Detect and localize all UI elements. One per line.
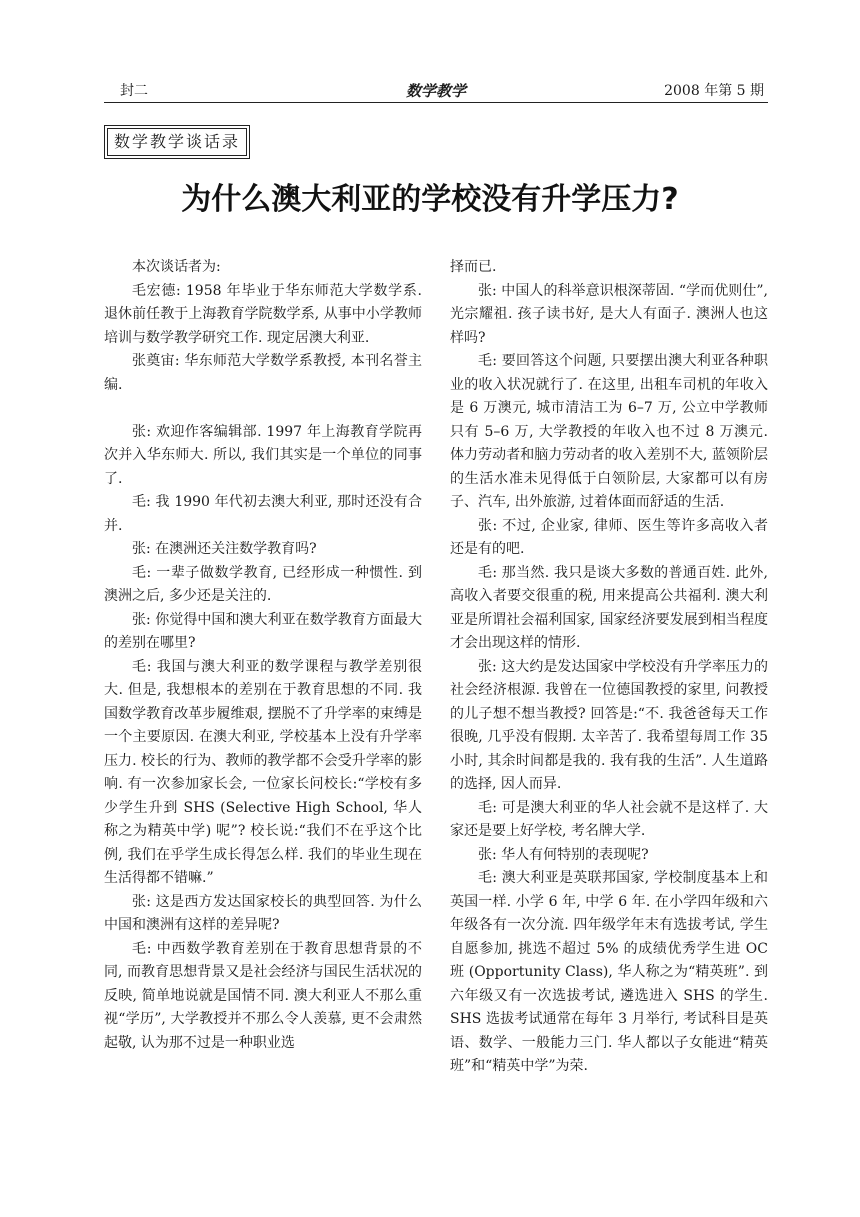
paragraph: 毛: 中西数学教育差别在于教育思想背景的不同, 而教育思想背景又是社会经济与国民生活状况的反映, 简单地说就是国情不同. 澳大利亚人不那么重视“学历”, 大学教授并不那么令人羡慕, 更不会肃然起敬, 认为那不过是一种职业选 xyxy=(104,940,422,1051)
issue-label: 2008 年第 5 期 xyxy=(664,83,764,99)
paragraph: 毛: 我国与澳大利亚的数学课程与教学差别很大. 但是, 我想根本的差别在于教育思想的不同. 我国数学教育改革步履维艰, 摆脱不了升学率的束缚是一个主要原因. 在澳大利亚, 学校基本上没有升学率压力. 校长的行为、教师的教学都不会受升学率的影响. 有一次参加家长会, 一位家长问校长:“学校有多少学生升到 SHS (Selective High School, 华人称之为精英中学) 呢”? 校长说:“我们不在乎这个比例, 我们在乎学生成长得怎么样. 我们的毕业生现在生活得都不错嘛.” xyxy=(104,658,422,886)
paragraph: 本次谈话者为: xyxy=(132,259,221,275)
journal-name: 数学教学 xyxy=(405,82,466,100)
running-header xyxy=(104,78,768,103)
right-column xyxy=(450,256,768,1079)
header-page-label: 封二 xyxy=(120,83,148,99)
paragraph: 张: 欢迎作客编辑部. 1997 年上海教育学院再次并入华东师大. 所以, 我们其实是一个单位的同事了. xyxy=(104,423,422,487)
section-label-box xyxy=(104,125,250,159)
paragraph: 张: 你觉得中国和澳大利亚在数学教育方面最大的差别在哪里? xyxy=(104,611,422,651)
paragraph: 毛: 澳大利亚是英联邦国家, 学校制度基本上和英国一样. 小学 6 年, 中学 6 年. 在小学四年级和六年级各有一次分流. 四年级学年末有选拔考试, 学生自愿参加, 挑选不超过 5% 的成绩优秀学生进 OC 班 (Opportunity Class), 华人称之为“精英班”. 到六年级又有一次选拔考试, 遴选进入 SHS 的学生. SHS 选拔考试通常在每年 3 月举行, 考试科目是英语、数学、一般能力三门. 华人都以子女能进“精英班”和“精英中学”为荣. xyxy=(450,870,768,1074)
paragraph: 毛: 可是澳大利亚的华人社会就不是这样了. 大家还是要上好学校, 考名牌大学. xyxy=(450,799,768,839)
paragraph: 张: 中国人的科举意识根深蒂固. “学而优则仕”, 光宗耀祖. 孩子读书好, 是大人有面子. 澳洲人也这样吗? xyxy=(450,282,768,346)
left-column xyxy=(104,256,422,1055)
paragraph: 张: 这大约是发达国家中学校没有升学率压力的社会经济根源. 我曾在一位德国教授的家里, 问教授的儿子想不想当教授? 回答是:“不. 我爸爸每天工作很晚, 几乎没有假期. 太辛苦了. 我希望每周工作 35 小时, 其余时间都是我的. 我有我的生活”. 人生道路的选择, 因人而异. xyxy=(450,658,768,792)
paragraph: 张: 这是西方发达国家校长的典型回答. 为什么中国和澳洲有这样的差异呢? xyxy=(104,893,422,933)
paragraph: 毛: 要回答这个问题, 只要摆出澳大利亚各种职业的收入状况就行了. 在这里, 出租车司机的年收入是 6 万澳元, 城市清洁工为 6–7 万, 公立中学教师只有 5–6 万, 大学教授的年收入也不过 8 万澳元. 体力劳动者和脑力劳动者的收入差别不大, 蓝领阶层的生活水准未见得低于白领阶层, 大家都可以有房子、汽车, 出外旅游, 过着体面而舒适的生活. xyxy=(450,353,768,510)
paragraph: 张: 在澳洲还关注数学教育吗? xyxy=(132,541,317,557)
paragraph: 毛: 我 1990 年代初去澳大利亚, 那时还没有合并. xyxy=(104,494,422,534)
paragraph: 择而已. xyxy=(450,259,497,275)
paragraph: 张: 不过, 企业家, 律师、医生等许多高收入者还是有的吧. xyxy=(450,517,768,557)
paragraph: 张奠宙: 华东师范大学数学系教授, 本刊名誉主编. xyxy=(104,353,422,393)
paragraph: 毛: 一辈子做数学教育, 已经形成一种惯性. 到澳洲之后, 多少还是关注的. xyxy=(104,564,422,604)
paragraph: 毛宏德: 1958 年毕业于华东师范大学数学系. 退休前任教于上海教育学院数学系, 从事中小学教师培训与数学教学研究工作. 现定居澳大利亚. xyxy=(104,282,422,346)
paragraph: 张: 华人有何特别的表现呢? xyxy=(478,846,649,863)
paragraph: 毛: 那当然. 我只是谈大多数的普通百姓. 此外, 高收入者要交很重的税, 用来提高公共福利. 澳大利亚是所谓社会福利国家, 国家经济要发展到相当程度才会出现这样的情形. xyxy=(450,564,768,651)
article-title: 为什么澳大利亚的学校没有升学压力? xyxy=(181,182,679,217)
section-label: 数学教学谈话录 xyxy=(107,128,247,156)
